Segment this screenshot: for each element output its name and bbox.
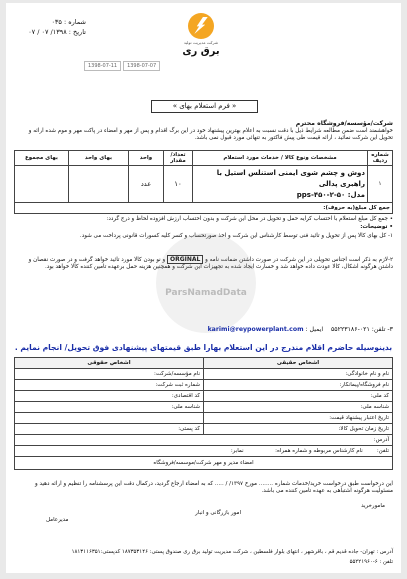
table-row (15, 424, 393, 435)
company-logo (176, 13, 226, 57)
header-meta (16, 17, 86, 37)
footer-address: آدرس : تهران- جاده قدیم قم ، باقرشهر ، انتهای بلوار فلسطین ، شرکت مدیریت تولید برق ری صندوق پستی: ۱۸۷۳۵۳۱۴۶ کدپستی:۱۸۱۳۱۱۶۳۵۱ (71, 549, 393, 555)
company-name: برق ری (182, 46, 220, 57)
item-unit-price (69, 166, 129, 203)
row-number: ۱ (368, 166, 393, 203)
total-row (15, 203, 393, 214)
col-description: مشخصات ونوع کالا / خدمات مورد استعلام (193, 151, 368, 166)
item-description (193, 166, 368, 203)
col-quantity: تعداد/ مقدار (164, 151, 193, 166)
date-stamp-2: 1398-07-07 (123, 61, 160, 71)
footer-phone: تلفن : ۶-۵۵۲۲۱۹۶۰ (349, 559, 393, 565)
addressee: شرکت/مؤسسه/فروشگاه محترم (295, 120, 393, 127)
commitment-banner: بدینوسیله حاضرم اقلام مندرج در این استعلام بهارا طبق قیمتهای پیشنهادی فوق تحویل/ انجام نمایم . (14, 343, 393, 352)
items-table (14, 150, 393, 214)
purchase-note: این درخواست طبق درخواست خرید/خدمات شماره ........ مورخ ۱۳۹۷/ / ..... که به امضاء ارجاع گردید، درکمال دقت این پرسشنامه را تنظیم و ارائه دهید و مسئولیت هرگونه اشتباهی به عهده تامین کننده می باشد. (34, 481, 393, 495)
col-unit-price: بهای واحد (69, 151, 129, 166)
table-row (15, 380, 393, 391)
field-name: نام و نام خانوادگی: (204, 369, 393, 380)
field-empty-1: شناسه ملی: (204, 402, 393, 413)
table-row (15, 402, 393, 413)
table-row (15, 457, 393, 470)
note-2-part1: ۲-لازم به ذکر است اجناس تحویلی در این شرکت در صورت داشتن ضمانت نامه و (205, 257, 393, 263)
note-1: ۱- کل بهای کالا پس از تحویل و تائید فنی توسط کارشناس این شرکت و اخذ صورتحساب و کسر کلیه کسورات قانونی پرداخت می شود. (79, 233, 393, 239)
field-address: آدرس: (15, 435, 393, 446)
field-company: نام مؤسسه/شرکت: (15, 369, 204, 380)
date-stamps (84, 61, 162, 71)
supplier-header-row (15, 358, 393, 369)
document-page (6, 3, 401, 573)
lightning-logo-icon (188, 13, 214, 39)
signature-buyer: مامورخرید (361, 503, 385, 509)
watermark-text: ParsNamadData (165, 288, 247, 298)
col-legal-persons: اشخاص حقوقی (15, 358, 204, 369)
item-description-line2: مدل: pps-۴۵۰-۲-۵۰ (296, 190, 365, 199)
notes-title: • توضیحات: (360, 224, 393, 230)
table-row (15, 391, 393, 402)
field-national-id: شناسه ملی: (15, 402, 204, 413)
signature-warehouse: امور بازرگانی و انبار (195, 510, 241, 516)
vat-note: • جمع کل مبلغ استعلام با احتساب کرایه حمل و تحویل در محل این شرکت و بدون احتساب ارزش افزوده لحاظ و درج گردد: (106, 216, 393, 222)
phone-label: تلفن: (376, 448, 389, 454)
field-economic-code: کد اقتصادی: (15, 391, 204, 402)
field-validity: تاریخ اعتبار پیشنهاد قیمت: (204, 413, 393, 424)
form-title: « فرم استعلام بهای » (151, 100, 258, 113)
item-total-price (15, 166, 69, 203)
intro-text: خواهشمند است ضمن مطالعه شرایط ذیل با دقت نسبت به اعلام بهترین پیشنهاد خود در این برگ اقدام و پس از مهر و امضاء در پاکت مهر و موم شده ارائه و تحویل این شرکت نمائید ، ارائه قیمت طی پیش فاکتور به تنهائی مورد قبول نمی باشد. (28, 128, 393, 142)
date-value: ۱۳۹۸/ ۰۷ / ۰۷ (28, 28, 67, 36)
tel-value: ۰۲۱-۵۵۲۲۳۱۸۶ (330, 326, 370, 333)
date-label: تاریخ : (68, 28, 86, 36)
email-value: karimi@reypowerplant.com (207, 326, 304, 333)
table-row (15, 413, 393, 424)
field-registration: شماره ثبت شرکت: (15, 380, 204, 391)
company-small-name: شرکت مدیریت تولید (183, 40, 219, 45)
expert-label: نام کارشناس مربوطه و شماره همراه: (275, 448, 363, 454)
watermark-seal (156, 233, 256, 333)
note-2-part2: و نو بودن کالا مورد تائید خواهد گرفت و در صورت نقصان و داشتن هرگونه اشکال، کالا عودت داده خواهد شد و خسارت ایجاد شده به تجهیزات این شرکت و همچنین هزینه حمل برعهده تامین کننده کالا خواهد بود. (28, 257, 393, 271)
field-empty-2 (15, 413, 204, 424)
field-shop: نام فروشگاه/پیمانکار: (204, 380, 393, 391)
items-header-row (15, 151, 393, 166)
total-label: جمع کل مبلغ(به حروف): (15, 203, 393, 214)
item-quantity: ۱۰ (164, 166, 193, 203)
item-description-line1: دوش و چشم شوی ایمنی استنلس استیل با راهبری پدالی (216, 168, 365, 188)
col-real-persons: اشخاص حقیقی (204, 358, 393, 369)
original-stamp: ORGINAL (167, 255, 203, 264)
contact-line (14, 326, 393, 333)
table-row (15, 166, 393, 203)
field-signature: امضاء مدیر و مهر شرکت/موسسه/فروشگاه (15, 457, 393, 470)
field-national-code: کد ملی: (204, 391, 393, 402)
number-label: شماره : (64, 18, 86, 26)
number-value: ۰۳۵ (51, 18, 62, 26)
email-label: ایمیل : (305, 326, 324, 333)
field-phone-row (15, 446, 393, 457)
tel-label: ۳- تلفن: (371, 326, 393, 333)
col-unit: واحد (129, 151, 164, 166)
supplier-info-table (14, 357, 393, 470)
field-postal-code: کد پستی: (15, 424, 204, 435)
table-row (15, 446, 393, 457)
date-stamp-1: 1398-07-11 (84, 61, 121, 71)
col-row-number: شماره ردیف (368, 151, 393, 166)
item-unit: عدد (129, 166, 164, 203)
table-row (15, 435, 393, 446)
table-row (15, 369, 393, 380)
field-delivery-date: تاریخ زمان تحویل کالا: (204, 424, 393, 435)
col-total-price: بهای مجموع (15, 151, 69, 166)
fax-label: نمابر: (230, 448, 244, 454)
signature-ceo: مدیرعامل (46, 517, 69, 523)
